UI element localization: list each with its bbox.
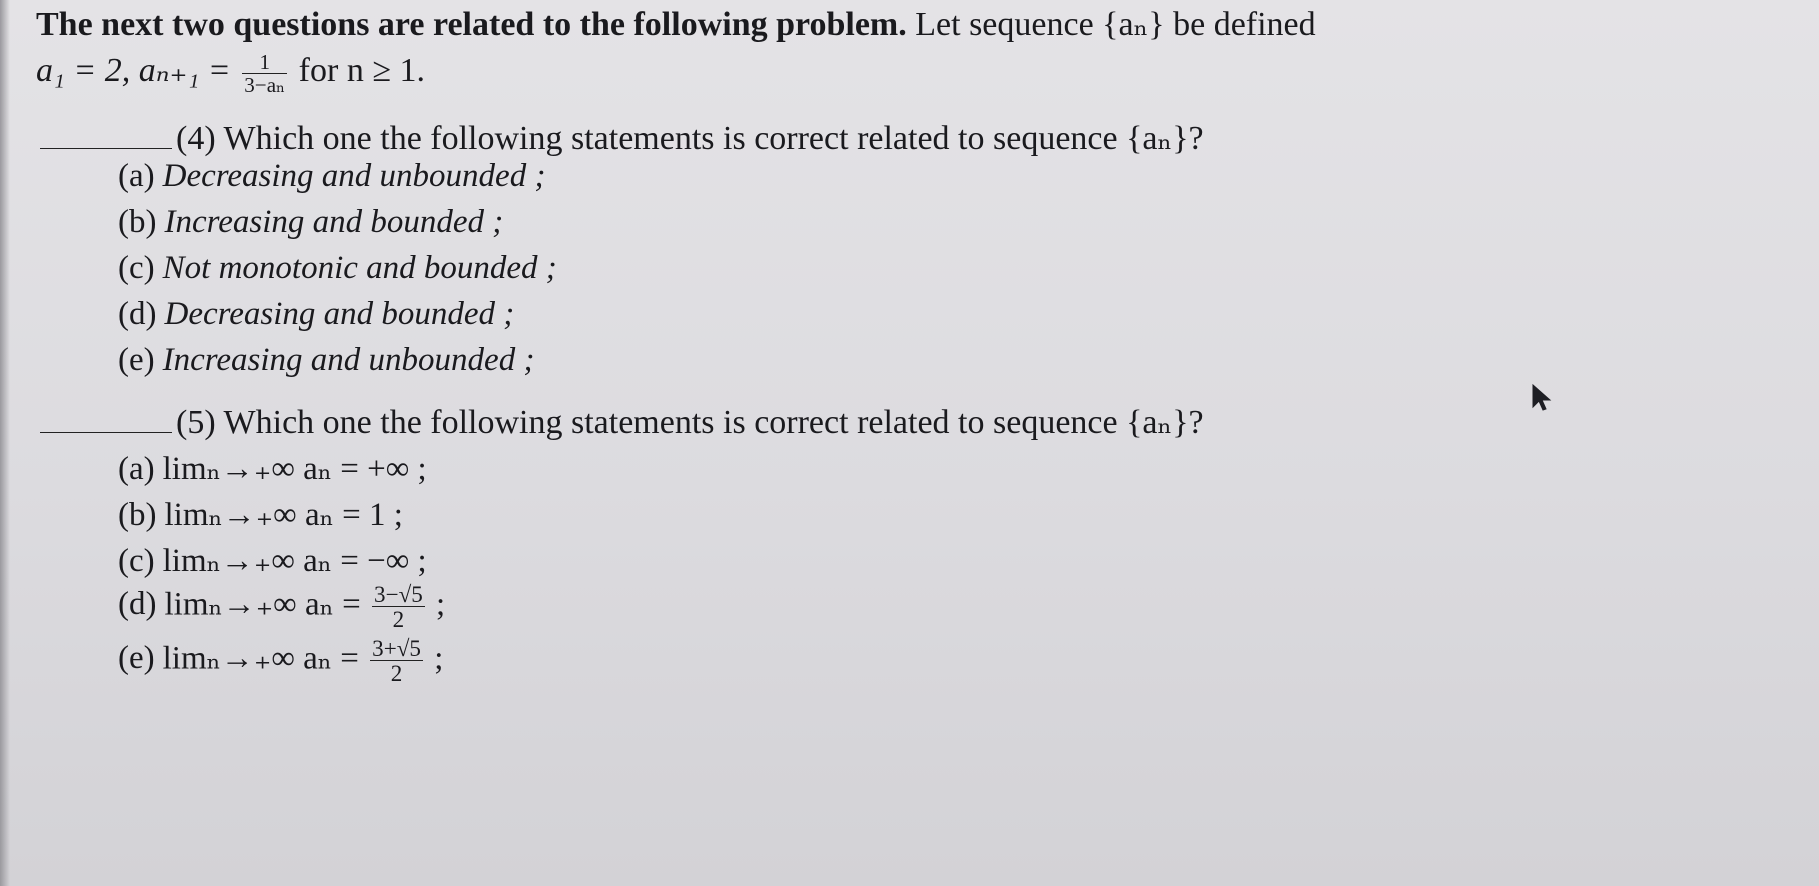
option-label: (c) — [118, 543, 155, 579]
limit-value: +∞ ; — [367, 451, 427, 487]
option-label: (e) — [118, 342, 155, 378]
option-text: Increasing and unbounded ; — [162, 342, 535, 378]
fraction-denominator: 2 — [372, 606, 425, 631]
intro-rest-text: Let sequence {aₙ} be defined — [915, 6, 1316, 43]
intro-line-2 — [36, 46, 1806, 96]
fraction-numerator: 3−√5 — [374, 581, 423, 607]
def-recurrence-lhs: aₙ₊₁ = — [138, 52, 231, 89]
question-5 — [40, 402, 1204, 442]
question-4-text: (4) Which one the following statements is correct related to sequence {aₙ}? — [176, 120, 1204, 157]
q4-option-d — [118, 296, 514, 333]
q5-option-c — [118, 540, 427, 580]
intro-bold-text: The next two questions are related to the following problem. — [36, 6, 907, 43]
option-label: (b) — [118, 204, 157, 240]
q5-option-a — [118, 448, 427, 488]
option-label: (c) — [118, 250, 155, 286]
limit-expression: limₙ→₊∞ aₙ = — [164, 497, 361, 533]
limit-value: −∞ ; — [367, 543, 427, 579]
q4-option-a — [118, 158, 545, 195]
fraction-numerator: 1 — [259, 49, 270, 74]
def-tail: for n ≥ 1. — [298, 52, 425, 89]
option-label: (a) — [118, 451, 155, 487]
mouse-pointer-icon — [1531, 383, 1553, 413]
q4-option-b — [118, 204, 503, 241]
option-text: Decreasing and bounded ; — [164, 296, 515, 332]
q4-option-c — [118, 250, 557, 287]
limit-expression: limₙ→₊∞ aₙ = — [162, 543, 359, 579]
q4-option-e — [118, 342, 534, 379]
q5-option-b — [118, 494, 403, 534]
def-a1: a₁ = 2, — [36, 52, 131, 89]
question-4 — [40, 118, 1204, 158]
option-label: (e) — [118, 640, 155, 677]
fraction-numerator: 3+√5 — [372, 635, 421, 661]
limit-expression: limₙ→₊∞ aₙ = — [162, 640, 359, 677]
def-recurrence-fraction — [242, 51, 287, 96]
page-edge-shadow — [0, 0, 10, 886]
option-label: (d) — [118, 586, 157, 623]
option-label: (b) — [118, 497, 157, 533]
intro-line-1 — [36, 0, 1806, 50]
option-text: Increasing and bounded ; — [164, 204, 504, 240]
option-label: (a) — [118, 158, 155, 194]
fraction-denominator: 3−aₙ — [244, 72, 286, 97]
limit-fraction — [372, 582, 425, 631]
option-text: Not monotonic and bounded ; — [162, 250, 557, 286]
limit-fraction — [370, 636, 423, 685]
fraction-denominator: 2 — [370, 660, 423, 685]
answer-blank-5 — [40, 432, 172, 433]
option-label: (d) — [118, 296, 157, 332]
answer-blank-4 — [40, 148, 172, 149]
question-5-text: (5) Which one the following statements is correct related to sequence {aₙ}? — [176, 404, 1204, 441]
q5-option-d — [118, 582, 445, 631]
problem-intro — [36, 0, 1806, 96]
option-tail: ; — [434, 640, 444, 677]
q5-option-e — [118, 636, 443, 685]
limit-value: 1 ; — [369, 497, 403, 533]
limit-expression: limₙ→₊∞ aₙ = — [162, 451, 359, 487]
limit-expression: limₙ→₊∞ aₙ = — [164, 586, 361, 623]
option-text: Decreasing and unbounded ; — [162, 158, 546, 194]
option-tail: ; — [436, 586, 446, 623]
